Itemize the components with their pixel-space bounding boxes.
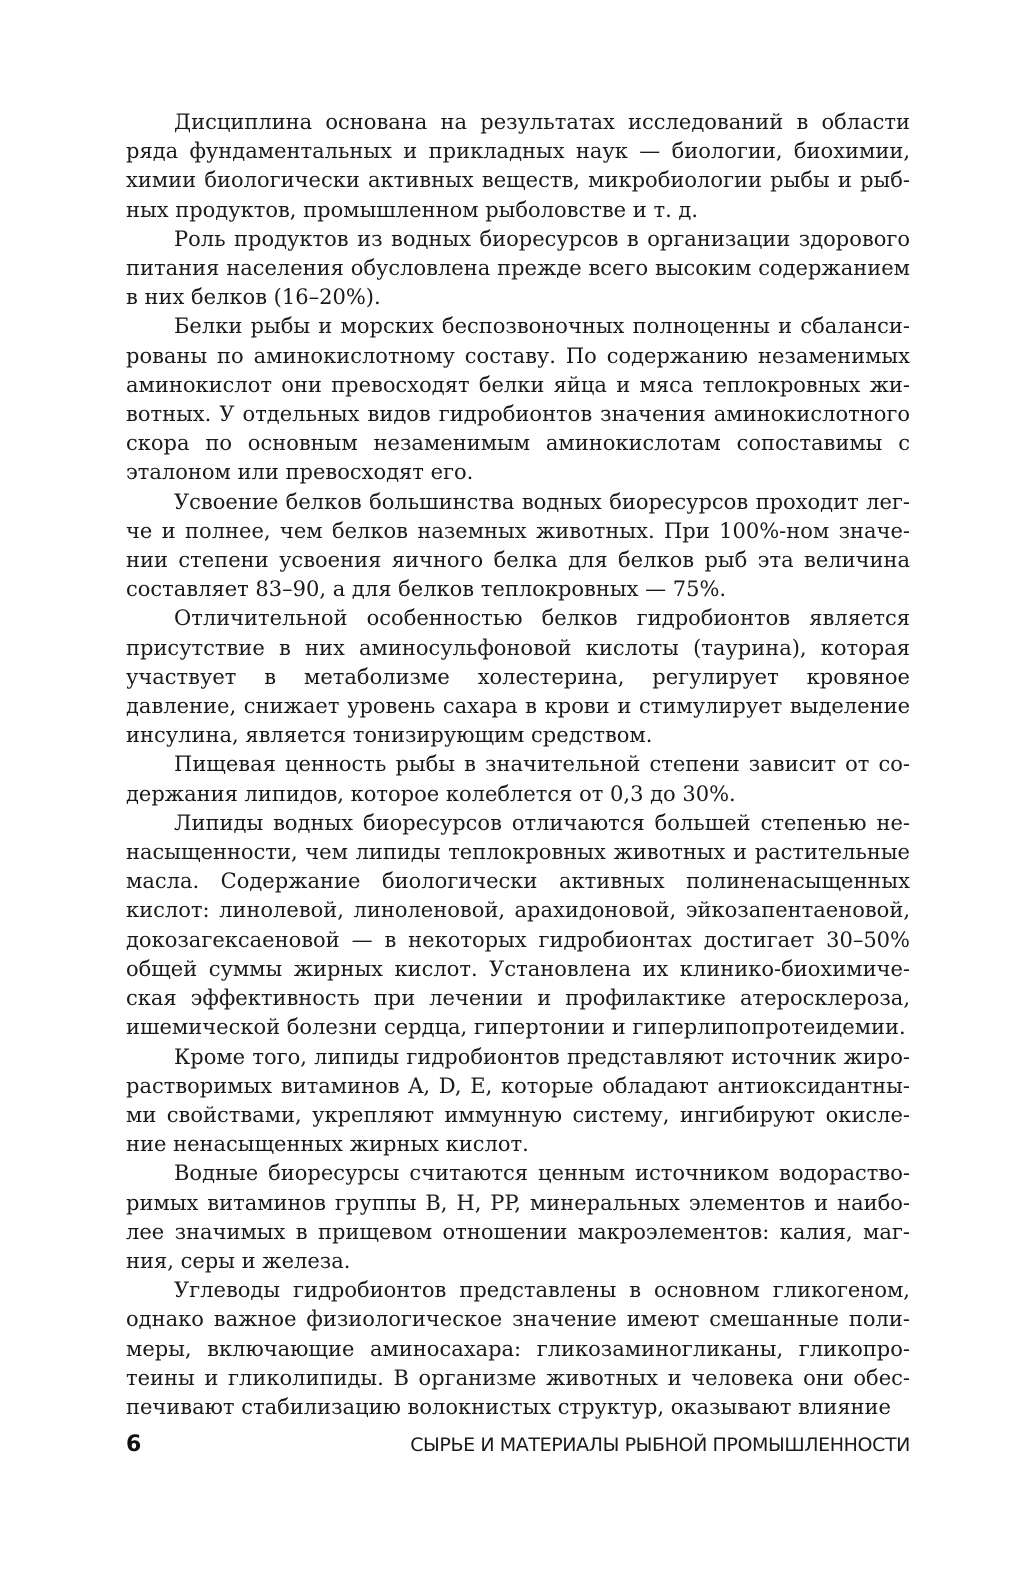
page-body [126,108,910,1422]
paragraph: Пищевая ценность рыбы в значительной степени зависит от содержания липидов, которое колеблется от 0,3 до 30%. [126,752,910,806]
paragraph: Липиды водных биоресурсов отличаются большей степенью ненасыщенности, чем липиды теплокровных животных и растительные масла. Содержание биологически активных полиненасыщенных кислот: линолевой, линоленовой, арахидоновой, эйкозапентаеновой, докозагексаеновой — в некоторых гидробионтах достигает 30–50% общей суммы жирных кислот. Установлена их клинико-биохимическая эффективность при лечении и профилактике атеросклероза, ишемической болезни сердца, гипертонии и гиперлипопротеидемии. [126,810,910,1040]
page-number: 6 [126,1432,142,1457]
paragraph: Белки рыбы и морских беспозвоночных полноценны и сбалансированы по аминокислотному составу. По содержанию незаменимых аминокислот они превосходят белки яйца и мяса теплокровных животных. У отдельных видов гидробионтов значения аминокислотного скора по основным незаменимым аминокислотам сопоставимы с эталоном или превосходят его. [126,314,910,485]
running-title: СЫРЬЕ И МАТЕРИАЛЫ РЫБНОЙ ПРОМЫШЛЕННОСТИ [410,1434,910,1456]
paragraph: Отличительной особенностью белков гидробионтов является присутствие в них аминосульфоновой кислоты (таурина), которая участвует в метаболизме холестерина, регулирует кровяное давление, снижает уровень сахара в крови и стимулирует выделение инсулина, является тонизирующим средством. [126,606,910,748]
paragraph: Роль продуктов из водных биоресурсов в организации здорового питания населения обусловлена прежде всего высоким содержанием в них белков (16–20%). [126,226,910,310]
paragraph: Водные биоресурсы считаются ценным источником водорастворимых витаминов группы B, H, PP, минеральных элементов и наиболее значимых в прищевом отношении макроэлементов: калия, магния, серы и железа. [126,1161,910,1273]
body-text [126,108,910,1422]
paragraph: Кроме того, липиды гидробионтов представляют источник жирорастворимых витаминов A, D, E, которые обладают антиоксидантными свойствами, укрепляют иммунную систему, ингибируют окисление ненасыщенных жирных кислот. [126,1044,910,1157]
page-footer [126,1432,910,1462]
paragraph: Дисциплина основана на результатах исследований в области ряда фундаментальных и прикладных наук — биологии, биохимии, химии биологически активных веществ, микробиологии рыбы и рыбных продуктов, промышленном рыболовстве и т. д. [126,110,910,222]
paragraph: Усвоение белков большинства водных биоресурсов проходит легче и полнее, чем белков наземных животных. При 100%-ном значении степени усвоения яичного белка для белков рыб эта величина составляет 83–90, а для белков теплокровных — 75%. [126,489,910,602]
paragraph: Углеводы гидробионтов представлены в основном гликогеном, однако важное физиологическое значение имеют смешанные полимеры, включающие аминосахара: гликозаминогликаны, гликопротеины и гликолипиды. В организме животных и человека они обеспечивают стабилизацию волокнистых структур, оказывают влияние [126,1278,910,1419]
